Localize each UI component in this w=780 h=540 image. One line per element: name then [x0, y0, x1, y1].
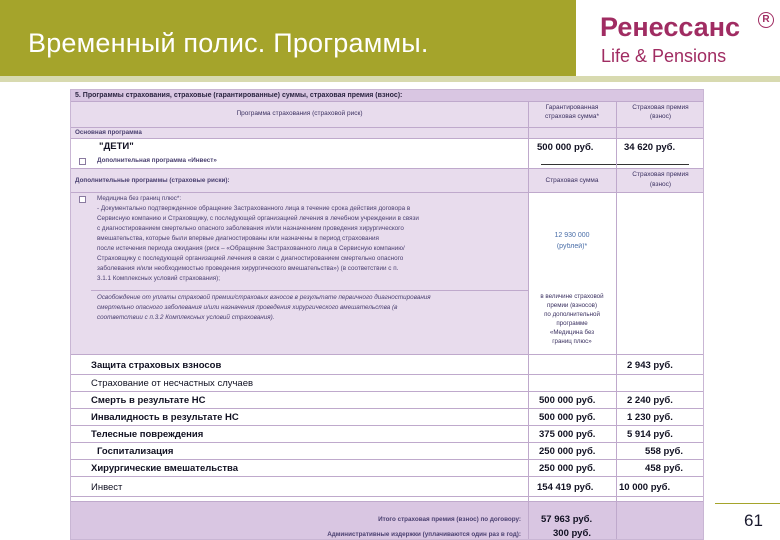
medicine-line: после истечения периода ожидания (риск – «Обращение Застрахованного лица в Сервисную компанию/	[97, 245, 405, 252]
medicine-checkbox[interactable]	[79, 196, 86, 203]
accident-row-premium: 2 240 руб.	[627, 395, 673, 406]
medicine-sum-value: 12 930 000	[554, 232, 590, 239]
admin-label: Административные издержки (уплачиваются один раз в год):	[327, 531, 521, 538]
medicine-title: Медицина без границ плюс*:	[97, 195, 182, 202]
premium-protection-label: Защита страховых взносов	[91, 360, 222, 371]
accident-row-label: Инвалидность в результате НС	[91, 412, 239, 423]
accident-row-label: Госпитализация	[97, 446, 174, 457]
invest-checkbox[interactable]	[79, 158, 86, 165]
exemption-line: Освобождение от уплаты страховой премии/страховых взносов в результате первичного диагностирования	[97, 294, 431, 301]
medicine-premium-note-line: программе	[556, 320, 588, 327]
registered-mark-icon: R	[758, 12, 774, 28]
grid-line	[71, 459, 704, 460]
logo-subtitle: Life & Pensions	[601, 46, 727, 66]
col-header-sum-line: страховая сумма*	[544, 113, 600, 120]
main-program-sum: 500 000 руб.	[537, 142, 594, 153]
invest-option-label: Дополнительная программа «Инвест»	[97, 157, 217, 164]
medicine-line: Страховщику с последующей организацией лечения в связи с диагностированием смертельно опасного	[97, 255, 404, 262]
accident-row-label: Хирургические вмешательства	[91, 463, 239, 474]
invest-row-premium: 10 000 руб.	[619, 482, 671, 493]
medicine-premium-note-line: премии (взносов)	[546, 302, 598, 309]
accident-row-sum: 500 000 руб.	[539, 412, 596, 423]
medicine-premium-note-line: границ плюс»	[552, 338, 592, 345]
grid-line	[71, 138, 704, 139]
col-header-program: Программа страхования (страховой риск)	[236, 110, 363, 117]
medicine-line: - Документально подтвержденное обращение Застрахованного лица в течение срока действия договора в	[97, 205, 411, 212]
premium-protection-premium: 2 943 руб.	[627, 360, 673, 371]
logo-name: Ренессанс	[600, 12, 741, 42]
grid-line	[71, 425, 704, 426]
accident-row-label: Смерть в результате НС	[91, 395, 206, 406]
medicine-line: Сервисную компанию и Страховщику, с последующей организацией лечения в лечебном учреждении в связи	[97, 215, 419, 222]
underline	[541, 164, 689, 165]
exemption-line: соответствии с п.3.2 Комплексных условий страхования).	[97, 314, 275, 321]
add-col-premium-line: (взнос)	[649, 181, 672, 188]
grid-line	[71, 374, 704, 375]
grid-line	[71, 127, 704, 128]
grid-line	[71, 408, 704, 409]
accident-row-premium: 5 914 руб.	[627, 429, 673, 440]
policy-document	[70, 89, 704, 540]
slide-title: Временный полис. Программы.	[28, 28, 429, 58]
grid-line	[71, 192, 704, 193]
main-program-premium: 34 620 руб.	[624, 142, 676, 153]
grid-line	[71, 391, 704, 392]
accident-row-premium: 458 руб.	[645, 463, 683, 474]
slide-header	[0, 0, 780, 88]
medicine-premium-note-line: по дополнительной	[544, 311, 600, 318]
grid-line	[71, 354, 704, 355]
grid-line	[71, 496, 704, 497]
col-header-sum-line: Гарантированная	[545, 104, 599, 111]
accident-row-sum: 500 000 руб.	[539, 395, 596, 406]
total-value: 57 963 руб.	[541, 514, 593, 525]
page-number: 61	[744, 511, 763, 530]
grid-line	[71, 501, 704, 502]
medicine-premium-note-line: в величине страховой	[540, 293, 604, 300]
medicine-line: заболевания и/или необходимостью проведения хирургического вмешательства») (в соответствии с п.	[97, 265, 399, 272]
accident-row-label: Телесные повреждения	[91, 429, 204, 440]
exemption-line: смертельно опасного заболевания и/или назначения проведения хирургического вмешательства (в	[97, 304, 398, 311]
medicine-line: 3.1.1 Комплексных условий страхования);	[97, 275, 220, 282]
invest-row-sum: 154 419 руб.	[537, 482, 594, 493]
col-header-premium-line: Страховая премия	[632, 104, 689, 111]
accident-row-sum: 375 000 руб.	[539, 429, 596, 440]
add-col-premium-line: Страховая премия	[632, 171, 689, 178]
grid-line	[71, 442, 704, 443]
col-header-premium-line: (взнос)	[649, 113, 672, 120]
invest-row-label: Инвест	[91, 482, 123, 493]
accident-row-sum: 250 000 руб.	[539, 446, 596, 457]
grid-line	[71, 101, 704, 102]
add-col-sum: Страховая сумма	[545, 177, 599, 184]
company-logo	[600, 12, 776, 72]
medicine-sum-unit: (рублей)*	[556, 243, 588, 250]
header-divider	[0, 76, 780, 82]
grid-line	[91, 290, 528, 291]
section-title: 5. Программы страхования, страховые (гарантированные) суммы, страховая премия (взнос):	[75, 92, 403, 99]
accident-row-sum: 250 000 руб.	[539, 463, 596, 474]
medicine-line: с диагностированием смертельно опасного заболевания и/или назначением проведения хирургического	[97, 225, 404, 232]
grid-line	[616, 101, 617, 540]
main-program-label: Основная программа	[75, 129, 142, 136]
accident-row-premium: 558 руб.	[645, 446, 683, 457]
medicine-premium-note-line: «Медицина без	[549, 329, 595, 336]
page-number-rule	[715, 503, 780, 504]
main-program-name: "ДЕТИ"	[99, 141, 134, 152]
admin-value: 300 руб.	[553, 528, 591, 539]
grid-line	[71, 168, 704, 169]
accident-header: Страхование от несчастных случаев	[91, 378, 254, 389]
add-programs-label: Дополнительные программы (страховые риски):	[75, 177, 230, 184]
accident-row-premium: 1 230 руб.	[627, 412, 673, 423]
medicine-line: вмешательства, которые были впервые диагностированы или назначены в период страхования	[97, 235, 379, 242]
grid-line	[71, 476, 704, 477]
total-label: Итого страховая премия (взнос) по договору:	[378, 516, 521, 523]
